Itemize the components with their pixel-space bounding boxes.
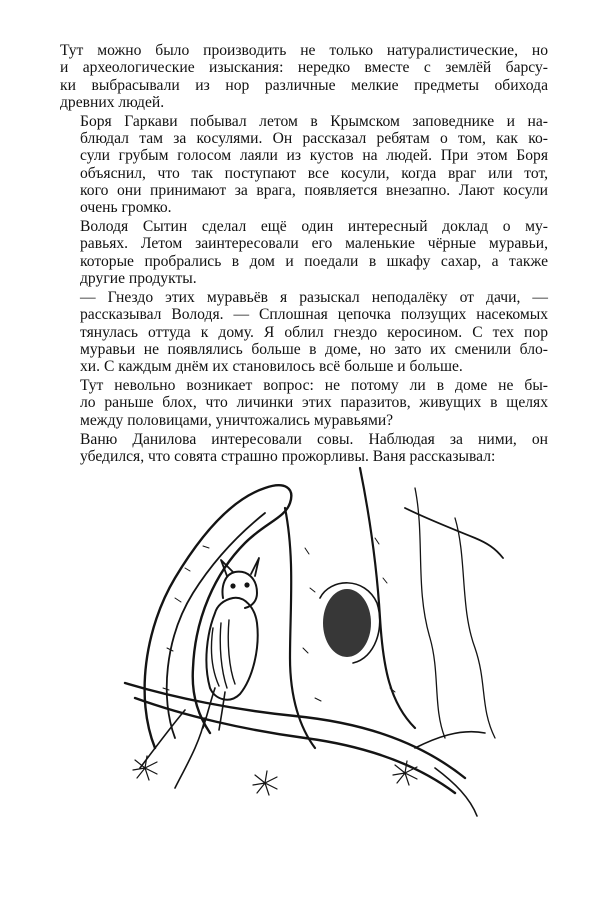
text-line: древних людей. — [60, 93, 165, 111]
text-line: хи. С каждым днём их становилось всё больше и больше. — [80, 358, 463, 376]
branch-twig-left — [140, 710, 205, 788]
text-line: объяснил, что так поступают все косули, когда враг или тот, — [80, 164, 548, 182]
owl-head — [223, 572, 258, 608]
paragraph-1 — [60, 42, 548, 111]
hanging-vine-1 — [415, 488, 445, 738]
owl-on-branch-illustration — [115, 448, 505, 820]
paragraph-4 — [60, 289, 548, 375]
hanging-vine-2 — [455, 518, 495, 738]
text-line: Боря Гаркави побывал летом в Крымском заповеднике и на- — [80, 112, 548, 130]
right-trunk-right-edge — [360, 468, 415, 728]
owl-body — [206, 598, 257, 700]
owl-eye-left — [230, 583, 235, 588]
text-line: тянулась оттуда к дому. Я облил гнездо керосином. С тех пор — [80, 323, 548, 341]
text-line: ки выбрасывали из нор различные мелкие предметы обихода — [60, 76, 548, 94]
text-line: и археологические изыскания: нередко вместе с землёй барсу- — [60, 59, 548, 77]
main-branch-top — [125, 683, 465, 778]
tree-hollow — [323, 589, 371, 657]
text-line: рассказывал Володя. — Сплошная цепочка ползущих насекомых — [80, 306, 548, 324]
text-line: очень громко. — [80, 199, 172, 217]
owl-wing — [211, 620, 235, 688]
text-line: между половицами, уничтожались муравьями? — [80, 411, 394, 429]
paragraph-3 — [60, 218, 548, 287]
text-line: муравьи не появлялись больше в доме, но зато их сменили бло- — [80, 340, 548, 358]
text-line: сули грубым голосом лаяли из кустов на людей. При этом Боря — [80, 147, 548, 165]
text-line: Ваню Данилова интересовали совы. Наблюдая за ними, он — [80, 430, 548, 448]
pine-tuft-mid — [253, 771, 277, 795]
text-line: другие продукты. — [80, 270, 197, 288]
owl-ear-tufts — [221, 558, 259, 576]
text-line: которые пробрались в дом и поедали в шкафу сахар, а также — [80, 252, 548, 270]
text-line: равьях. Летом заинтересовали его маленькие чёрные муравьи, — [80, 235, 548, 253]
text-line: Тут можно было производить не только натуралистические, но — [60, 42, 548, 59]
text-line: кого они принимают за врага, появляется внезапно. Лают косули — [80, 181, 548, 199]
text-line: блюдал там за косулями. Он рассказал ребятам о том, как ко- — [80, 130, 548, 148]
pine-tuft-left — [133, 756, 157, 780]
text-block — [60, 42, 548, 467]
paragraph-5 — [60, 377, 548, 429]
text-line: Володя Сытин сделал ещё один интересный доклад о му- — [80, 218, 548, 236]
text-line: убедился, что совята страшно прожорливы. Ваня рассказывал: — [80, 447, 496, 465]
illustration-svg — [115, 448, 505, 820]
text-line: — Гнездо этих муравьёв я разыскал неподалёку от дачи, — — [80, 288, 548, 306]
owl-eye-right — [244, 582, 249, 587]
text-line: Тут невольно возникает вопрос: не потому ли в доме не бы- — [80, 377, 548, 395]
paragraph-2 — [60, 113, 548, 217]
right-trunk-left-edge — [285, 508, 315, 748]
text-line: ло раньше блох, что личинки этих паразитов, живущих в щелях — [80, 394, 548, 412]
